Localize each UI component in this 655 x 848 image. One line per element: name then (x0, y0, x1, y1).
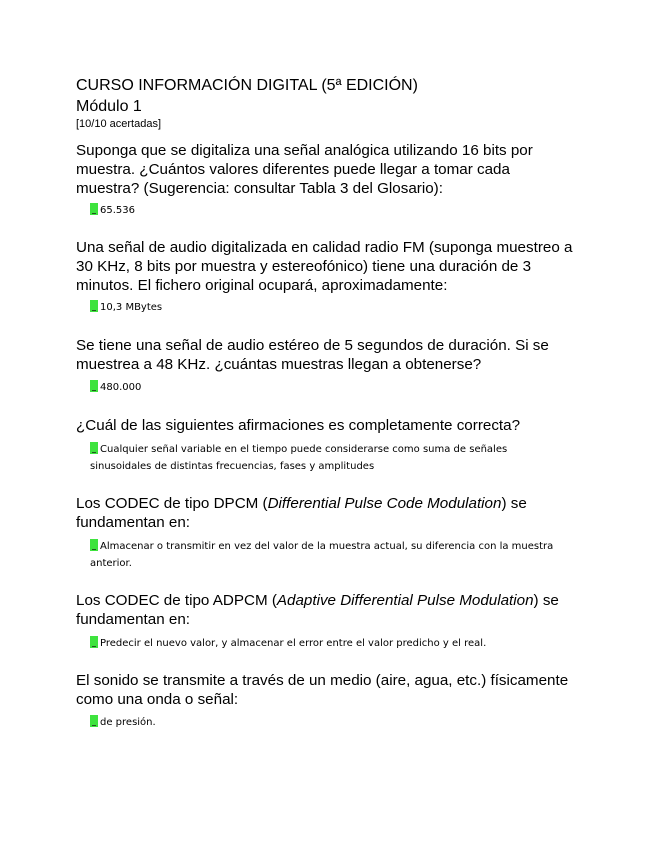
correct-marker-icon (90, 380, 98, 392)
question-4: ¿Cuál de las siguientes afirmaciones es completamente correcta? (76, 417, 521, 434)
question-5-term: Differential Pulse Code Modulation (267, 495, 502, 512)
answer-text: 65.536 (100, 205, 135, 216)
course-title: CURSO INFORMACIÓN DIGITAL (5ª EDICIÓN) (76, 77, 418, 94)
correct-marker-icon (90, 539, 98, 551)
answer-text: 10,3 MBytes (100, 302, 163, 313)
answer-6 (90, 635, 560, 652)
question-5 (76, 494, 576, 532)
question-1: Suponga que se digitaliza una señal analógica utilizando 16 bits por muestra. ¿Cuántos valores diferentes puede llegar a tomar cada muestra? (Sugerencia: consultar Tabla 3 del Glosario): (76, 142, 533, 197)
question-5-suffix: ) se fundamentan en: (76, 495, 527, 531)
correct-marker-icon (90, 715, 98, 727)
answer-text: 480.000 (100, 382, 142, 393)
answer-7 (90, 714, 560, 731)
module-title: Módulo 1 (76, 98, 142, 115)
answer-text: Almacenar o transmitir en vez del valor de la muestra actual, su diferencia con la muestra anterior. (90, 541, 554, 569)
correct-marker-icon (90, 636, 98, 648)
question-6-suffix: ) se fundamentan en: (76, 592, 559, 628)
question-5-prefix: Los CODEC de tipo DPCM ( (76, 495, 268, 512)
correct-marker-icon (90, 442, 98, 454)
score-summary: [10/10 acertadas] (76, 118, 162, 130)
question-6 (76, 591, 576, 629)
correct-marker-icon (90, 300, 98, 312)
answer-2 (90, 299, 560, 316)
answer-1 (90, 202, 560, 219)
question-6-prefix: Los CODEC de tipo ADPCM ( (76, 592, 277, 609)
answer-3 (90, 379, 560, 396)
answer-5 (90, 538, 560, 572)
question-2: Una señal de audio digitalizada en calidad radio FM (suponga muestreo a 30 KHz, 8 bits por muestra y estereofónico) tiene una duración de 3 minutos. El fichero original ocupará, aproximadamente: (76, 239, 573, 294)
answer-text: Cualquier señal variable en el tiempo puede considerarse como suma de señales sinusoidales de distintas frecuencias, fases y amplitudes (90, 444, 508, 472)
answer-text: de presión. (100, 717, 156, 728)
correct-marker-icon (90, 203, 98, 215)
question-3: Se tiene una señal de audio estéreo de 5 segundos de duración. Si se muestrea a 48 KHz. ¿cuántas muestras llegan a obtenerse? (76, 337, 549, 373)
answer-4 (90, 441, 560, 475)
question-7: El sonido se transmite a través de un medio (aire, agua, etc.) físicamente como una onda o señal: (76, 672, 569, 708)
answer-text: Predecir el nuevo valor, y almacenar el error entre el valor predicho y el real. (100, 638, 487, 649)
question-6-term: Adaptive Differential Pulse Modulation (276, 592, 534, 609)
